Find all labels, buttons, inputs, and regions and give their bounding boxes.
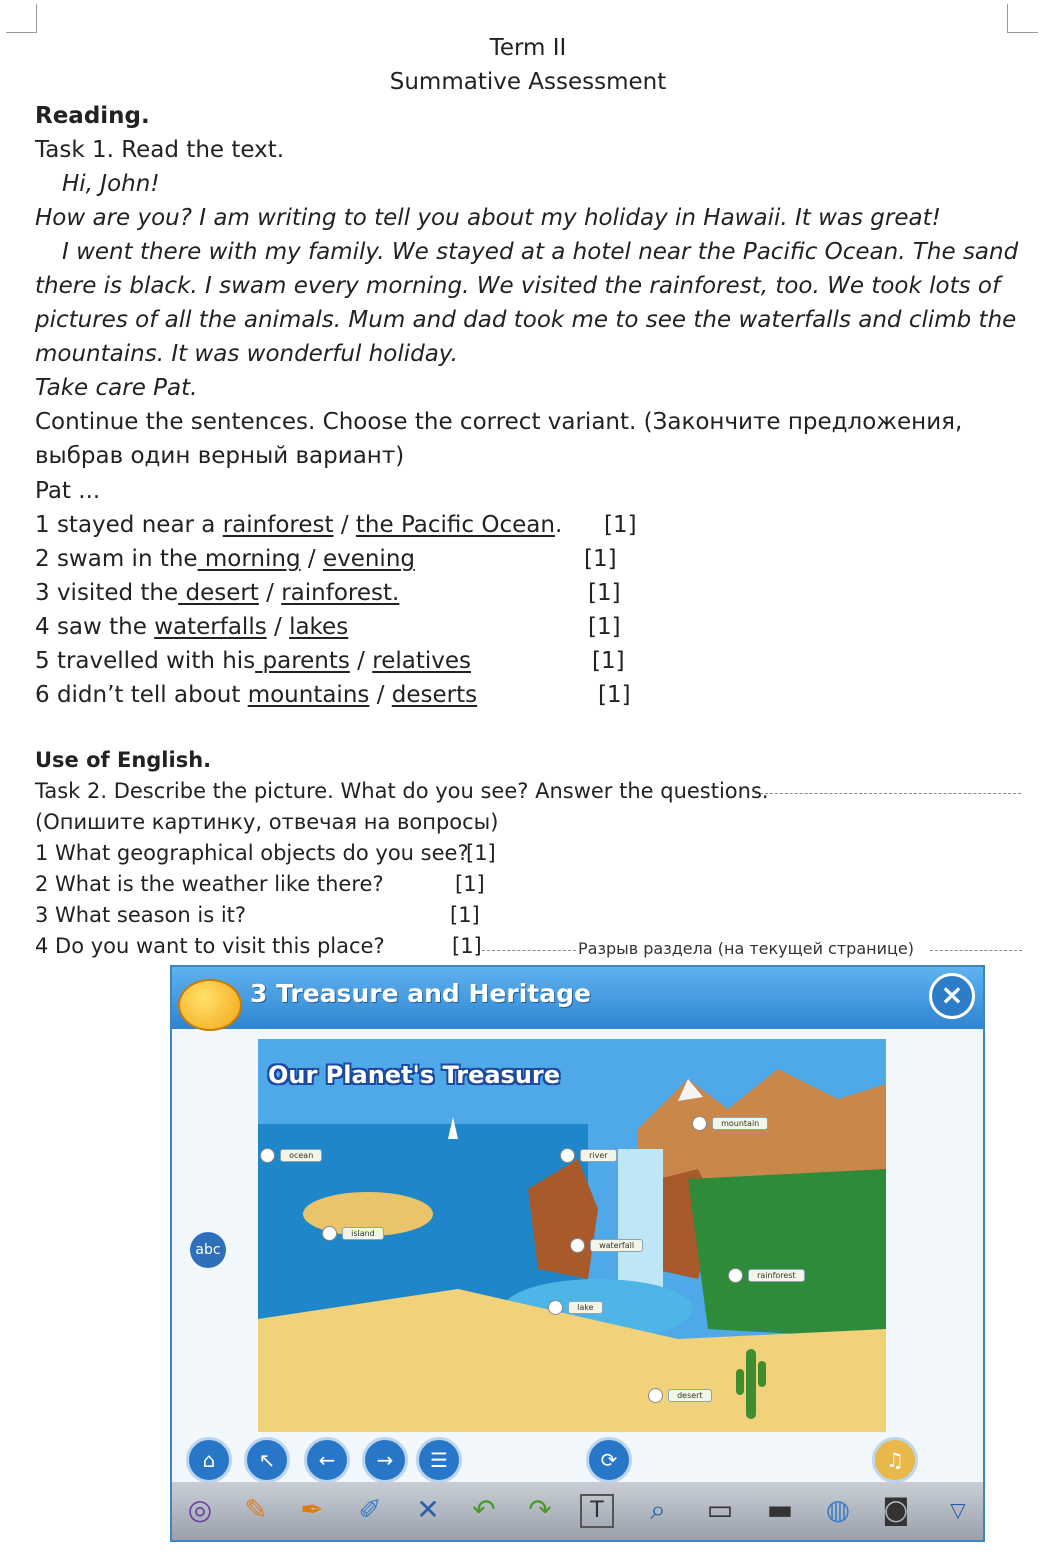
- letter-line: How are you? I am writing to tell you about my holiday in Hawaii. It was great!: [35, 205, 941, 231]
- menu-icon[interactable]: ☰: [416, 1437, 462, 1483]
- list-item: [35, 612, 348, 642]
- option: morning: [197, 546, 301, 572]
- letter-greeting: Hi, John!: [62, 171, 160, 197]
- option: deserts: [391, 682, 478, 708]
- section-break-label: Разрыв раздела (на текущей странице): [578, 939, 914, 958]
- mark: [1]: [598, 682, 631, 708]
- label-text: island: [342, 1227, 384, 1240]
- mark: [1]: [588, 580, 621, 606]
- label-text: ocean: [280, 1149, 322, 1162]
- mark: [1]: [604, 512, 637, 538]
- question: 4 Do you want to visit this place?: [35, 934, 385, 958]
- page-corner-mark: [1007, 4, 1038, 33]
- english-task: Task 2. Describe the picture. What do you see? Answer the questions.: [35, 779, 769, 803]
- dashed-line: [482, 950, 576, 951]
- label-text: rainforest: [748, 1269, 805, 1282]
- option: lakes: [289, 614, 349, 640]
- label-text: mountain: [712, 1117, 768, 1130]
- option: the Pacific Ocean: [355, 512, 555, 538]
- app-header: [172, 967, 983, 1029]
- smiley-icon: [178, 979, 242, 1031]
- textbook-screenshot: [170, 965, 985, 1542]
- cactus: [746, 1349, 756, 1419]
- sentence-stem: Pat ...: [35, 478, 101, 504]
- unit-title: 3 Treasure and Heritage: [250, 979, 591, 1008]
- label-text: lake: [568, 1301, 602, 1314]
- clear-icon[interactable]: ✕: [416, 1493, 440, 1526]
- list-item: [35, 544, 415, 574]
- list-item: [35, 510, 562, 540]
- item-prefix: 2 swam in the: [35, 546, 198, 572]
- separator: /: [258, 580, 282, 606]
- item-prefix: 3 visited the: [35, 580, 179, 606]
- eraser-icon[interactable]: ◎: [187, 1493, 213, 1526]
- refresh-icon[interactable]: ⟳: [586, 1437, 632, 1483]
- redo-icon[interactable]: ↷: [528, 1493, 552, 1526]
- separator: /: [333, 512, 356, 538]
- text-tool-icon[interactable]: T: [580, 1494, 614, 1528]
- reading-instruction: Continue the sentences. Choose the correct variant. (Закончите предложения,: [35, 409, 963, 435]
- option: rainforest.: [281, 580, 400, 606]
- option: waterfalls: [154, 614, 267, 640]
- separator: /: [349, 648, 373, 674]
- page-corner-mark: [6, 4, 37, 33]
- letter-line: I went there with my family. We stayed at a hotel near the Pacific Ocean. The sand: [62, 239, 1019, 265]
- label-text: river: [580, 1149, 616, 1162]
- list-item: [35, 646, 471, 676]
- abc-button[interactable]: abc: [190, 1232, 226, 1268]
- reading-task: Task 1. Read the text.: [35, 137, 285, 163]
- marker-icon[interactable]: ✒: [300, 1493, 324, 1526]
- label-desert[interactable]: [648, 1385, 712, 1404]
- speaker-icon[interactable]: [648, 1388, 663, 1403]
- mark: [1]: [466, 841, 496, 865]
- forward-arrow-icon[interactable]: →: [362, 1437, 408, 1483]
- tools-toolbar: [172, 1482, 983, 1540]
- back-arrow-icon[interactable]: ←: [304, 1437, 350, 1483]
- separator: /: [300, 546, 323, 572]
- question: 1 What geographical objects do you see?: [35, 841, 469, 865]
- cactus-arm: [736, 1369, 744, 1395]
- dashed-line: [755, 793, 1021, 794]
- label-river[interactable]: [560, 1145, 617, 1164]
- scene-title: Our Planet's Treasure: [268, 1061, 561, 1089]
- camera-icon[interactable]: ◙: [882, 1493, 910, 1526]
- home-icon[interactable]: ⌂: [186, 1437, 232, 1483]
- pencil-icon[interactable]: ✎: [244, 1493, 268, 1526]
- label-text: waterfall: [590, 1239, 643, 1252]
- audio-icon[interactable]: ♫: [872, 1437, 918, 1483]
- zoom-icon[interactable]: ⌕: [650, 1493, 666, 1526]
- highlighter-icon[interactable]: ✐: [358, 1493, 382, 1526]
- globe-icon[interactable]: ◍: [825, 1493, 851, 1526]
- letter-line: pictures of all the animals. Mum and dad took me to see the waterfalls and climb the: [35, 307, 1017, 333]
- dashed-line: [930, 950, 1022, 951]
- list-item: [35, 578, 399, 608]
- english-instruction-ru: (Опишите картинку, отвечая на вопросы): [35, 810, 499, 834]
- speaker-icon[interactable]: [260, 1148, 275, 1163]
- speaker-icon[interactable]: [728, 1268, 743, 1283]
- option: mountains: [247, 682, 370, 708]
- assessment-title: Summative Assessment: [389, 69, 667, 95]
- navigation-bar: [172, 1437, 983, 1485]
- mark: [1]: [592, 648, 625, 674]
- item-prefix: 6 didn’t tell about: [35, 682, 248, 708]
- item-prefix: 4 saw the: [35, 614, 155, 640]
- more-icon[interactable]: ▽: [950, 1498, 966, 1522]
- close-icon[interactable]: ×: [929, 973, 975, 1019]
- letter-line: there is black. I swam every morning. We visited the rainforest, too. We took lots of: [35, 273, 1001, 299]
- option: desert: [178, 580, 259, 606]
- letter-signoff: Take care Pat.: [35, 375, 198, 401]
- mark: [1]: [584, 546, 617, 572]
- option: relatives: [372, 648, 471, 674]
- separator: /: [266, 614, 290, 640]
- speaker-icon[interactable]: [570, 1238, 585, 1253]
- window-icon[interactable]: ▭: [706, 1493, 734, 1526]
- mark: [1]: [588, 614, 621, 640]
- letter-line: mountains. It was wonderful holiday.: [35, 341, 458, 367]
- item-prefix: 1 stayed near a: [35, 512, 223, 538]
- question: 2 What is the weather like there?: [35, 872, 384, 896]
- label-mountain[interactable]: [692, 1113, 768, 1132]
- option: parents: [255, 648, 350, 674]
- rainforest-area: [688, 1169, 886, 1339]
- speaker-icon[interactable]: [322, 1226, 337, 1241]
- item-end: .: [554, 512, 563, 538]
- window-icon[interactable]: ▬: [766, 1493, 794, 1526]
- speaker-icon[interactable]: [548, 1300, 563, 1315]
- up-arrow-icon[interactable]: ↖: [244, 1437, 290, 1483]
- waterfall-shape: [618, 1149, 663, 1289]
- mark: [1]: [455, 872, 485, 896]
- label-lake[interactable]: [548, 1297, 603, 1316]
- term-title: Term II: [489, 35, 567, 61]
- separator: /: [369, 682, 392, 708]
- label-island[interactable]: [322, 1223, 384, 1242]
- cactus-arm: [758, 1361, 766, 1387]
- list-item: [35, 680, 477, 710]
- landscape-illustration: [258, 1039, 886, 1432]
- mark: [1]: [452, 934, 482, 958]
- undo-icon[interactable]: ↶: [472, 1493, 496, 1526]
- label-rainforest[interactable]: [728, 1265, 805, 1284]
- option: evening: [322, 546, 415, 572]
- item-prefix: 5 travelled with his: [35, 648, 256, 674]
- speaker-icon[interactable]: [560, 1148, 575, 1163]
- label-waterfall[interactable]: [570, 1235, 643, 1254]
- question: 3 What season is it?: [35, 903, 247, 927]
- mark: [1]: [450, 903, 480, 927]
- reading-instruction-ru: выбрав один верный вариант): [35, 443, 405, 469]
- label-ocean[interactable]: [260, 1145, 322, 1164]
- label-text: desert: [668, 1389, 712, 1402]
- option: rainforest: [222, 512, 334, 538]
- english-heading: Use of English.: [35, 748, 212, 772]
- reading-heading: Reading.: [35, 103, 150, 129]
- speaker-icon[interactable]: [692, 1116, 707, 1131]
